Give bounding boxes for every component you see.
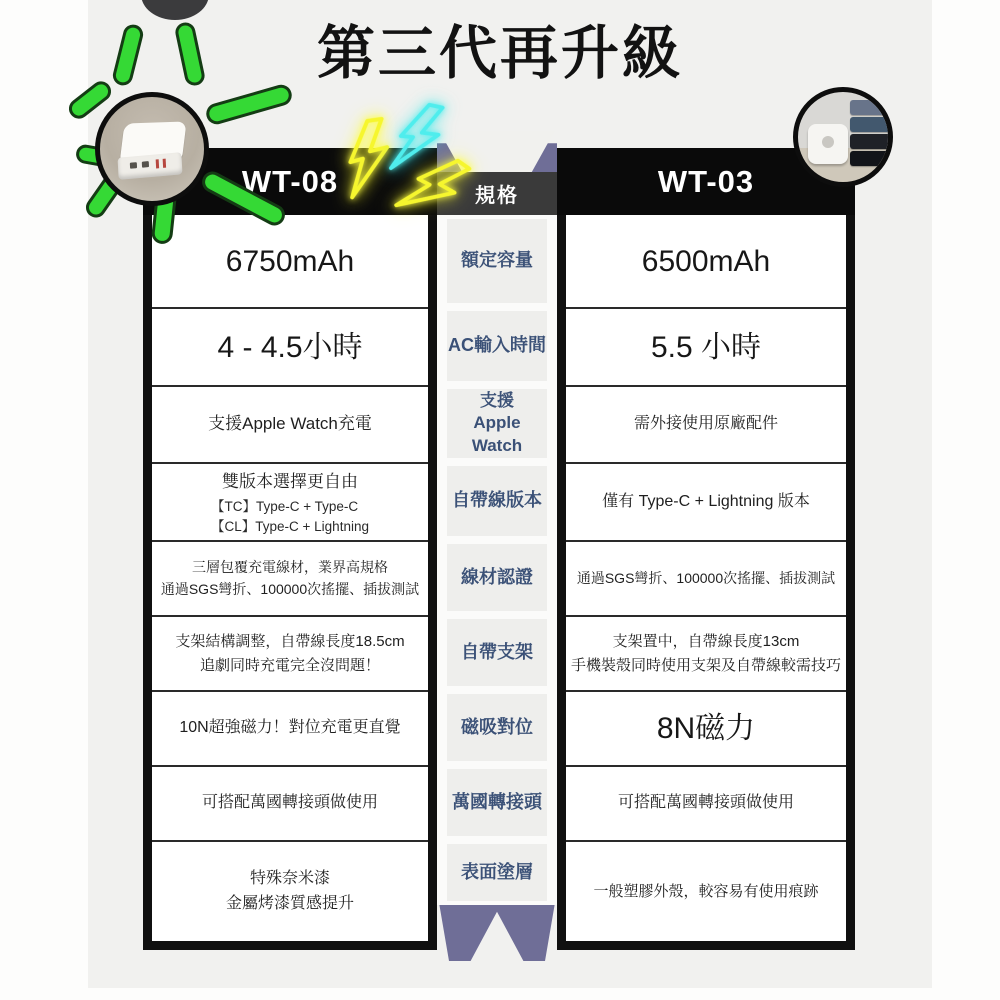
table-row [152, 615, 428, 690]
table-row [566, 615, 846, 690]
stacked-powerbank [850, 117, 893, 132]
spec-label-ac-input: AC輸入時間 [447, 311, 547, 381]
wt08-ac-input: 4 - 4.5小時 [217, 330, 363, 364]
table-row [152, 462, 428, 540]
table-row [566, 385, 846, 462]
wt08-stand: 支架結構調整，自帶線長度18.5cm 追劇同時充電完全沒問題！ [175, 633, 405, 674]
table-row [566, 840, 846, 941]
port-mark [142, 161, 149, 168]
spec-column-header: 規格 [437, 172, 557, 215]
spec-label-cable-version: 自帶線版本 [447, 466, 547, 536]
table-row [566, 307, 846, 385]
powerbank-front-face [118, 152, 183, 180]
port-mark [156, 159, 159, 168]
table-row [152, 307, 428, 385]
table-row [152, 690, 428, 765]
stacked-powerbank [850, 100, 893, 115]
wt03-capacity: 6500mAh [641, 244, 771, 278]
table-row [152, 540, 428, 615]
wt08-cable-cert: 三層包覆充電線材，業界高規格 通過SGS彎折、100000次搖擺、插拔測試 [160, 558, 420, 597]
table-row [152, 215, 428, 307]
table-row [152, 765, 428, 840]
wt03-ac-input: 5.5 小時 [650, 330, 762, 364]
wt08-cable-version-detail: 【TC】Type-C + Type-C 【CL】Type-C + Lightning [211, 499, 369, 534]
wt03-apple-watch: 需外接使用原廠配件 [633, 415, 778, 433]
spec-label-capacity: 額定容量 [447, 219, 547, 303]
wt03-cable-cert: 通過SGS彎折、100000次搖擺、插拔測試 [576, 569, 836, 586]
table-row [566, 215, 846, 307]
wt03-magnet: 8N磁力 [656, 712, 756, 745]
wt03-adapter: 可搭配萬國轉接頭做使用 [617, 794, 794, 812]
table-row [152, 385, 428, 462]
spec-ribbon [437, 215, 557, 905]
wt03-body [557, 215, 855, 950]
logo-circle [822, 136, 834, 148]
spec-label-adapter: 萬國轉接頭 [447, 769, 547, 836]
spec-label-cable-cert: 線材認證 [447, 544, 547, 611]
wt03-cable-version: 僅有 Type-C + Lightning 版本 [602, 492, 810, 510]
wt08-coating: 特殊奈米漆 金屬烤漆質感提升 [225, 869, 354, 912]
white-powerbank [808, 124, 848, 164]
page-title: 第三代再升級 [316, 21, 683, 86]
table-row [566, 540, 846, 615]
wt03-stand: 支架置中，自帶線長度13cm 手機裝殼同時使用支架及自帶線較需技巧 [570, 633, 841, 674]
spec-label-magnet: 磁吸對位 [447, 694, 547, 761]
wt08-cable-version-title: 雙版本選擇更自由 [222, 472, 358, 492]
wt03-coating: 一般塑膠外殼，較容易有使用痕跡 [593, 882, 819, 900]
wt08-header: WT-08 [143, 148, 437, 215]
table-row [566, 462, 846, 540]
wt03-product-photo [793, 87, 893, 187]
stacked-powerbank [850, 151, 893, 166]
table-row [566, 690, 846, 765]
port-mark [130, 162, 137, 169]
comparison-table-wt08 [143, 148, 437, 950]
stacked-powerbank [850, 134, 893, 149]
port-mark [163, 159, 166, 168]
spec-label-stand: 自帶支架 [447, 619, 547, 686]
wt08-adapter: 可搭配萬國轉接頭做使用 [201, 794, 378, 812]
wt08-body [143, 215, 437, 950]
table-row [566, 765, 846, 840]
spec-label-coating: 表面塗層 [447, 844, 547, 901]
wt08-magnet: 10N超強磁力！對位充電更直覺 [179, 719, 401, 737]
wt08-product-photo [95, 92, 209, 206]
table-row [152, 840, 428, 941]
wt03-header: WT-03 [557, 148, 855, 215]
wt08-capacity: 6750mAh [225, 244, 355, 278]
comparison-table-wt03 [557, 148, 855, 950]
wt08-apple-watch: 支援Apple Watch充電 [208, 414, 372, 434]
spec-label-apple-watch: 支援 Apple Watch [447, 389, 547, 458]
